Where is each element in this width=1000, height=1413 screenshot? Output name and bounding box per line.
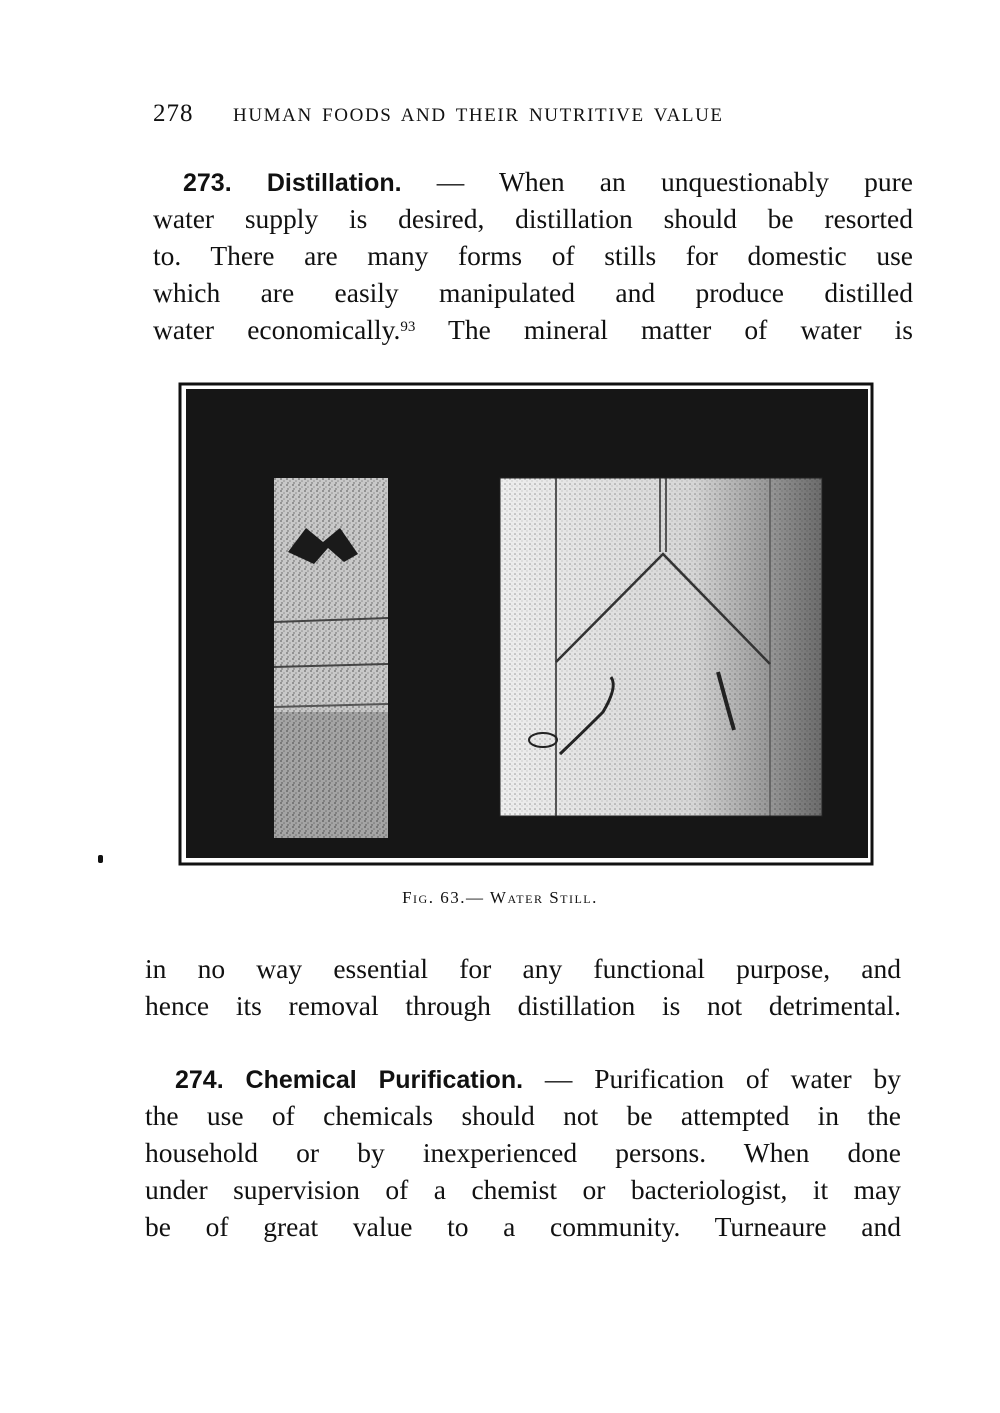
water-still-photograph [178, 382, 874, 866]
caption-text: Fig. 63.— Water Still. [402, 888, 598, 907]
section-274-paragraph [145, 1060, 901, 1245]
paragraph-text: water economically. [153, 314, 401, 345]
running-header [153, 100, 871, 136]
paragraph-line: under supervision of a chemist or bacteriologist, it may [145, 1174, 901, 1205]
paragraph-line: hence its removal through distillation is not detrimental. [145, 990, 901, 1021]
paragraph-line [153, 163, 913, 200]
section-title: Distillation. [266, 169, 402, 197]
paragraph-text: Purification of water by [594, 1063, 902, 1094]
ink-speck [98, 855, 103, 863]
footnote-reference: 93 [400, 319, 416, 335]
paragraph-line: household or by inexperienced persons. When done [145, 1137, 901, 1168]
section-number: 273. [183, 169, 232, 197]
paragraph-line [145, 1060, 901, 1097]
paragraph-text: The mineral matter of water is [415, 314, 913, 345]
paragraph-text: When an unquestionably pure [498, 166, 914, 197]
em-dash: — [544, 1063, 573, 1094]
paragraph-line: which are easily manipulated and produce distilled [153, 277, 913, 308]
figure-caption [0, 888, 1000, 908]
paragraph-line: the use of chemicals should not be attempted in the [145, 1100, 901, 1131]
paragraph-line [153, 311, 913, 348]
section-title: Chemical Purification. [245, 1066, 524, 1094]
section-number: 274. [175, 1066, 224, 1094]
section-273-paragraph [153, 163, 913, 348]
paragraph-line: to. There are many forms of stills for domestic use [153, 240, 913, 271]
running-title: HUMAN FOODS AND THEIR NUTRITIVE VALUE [233, 105, 724, 126]
photo-drawing [178, 382, 874, 866]
paragraph-line: in no way essential for any functional purpose, and [145, 953, 901, 984]
page-number: 278 [153, 100, 194, 127]
paragraph-line: be of great value to a community. Turneaure and [145, 1211, 901, 1242]
section-273-continuation [145, 950, 901, 1024]
em-dash: — [436, 166, 465, 197]
paragraph-line: water supply is desired, distillation should be resorted [153, 203, 913, 234]
